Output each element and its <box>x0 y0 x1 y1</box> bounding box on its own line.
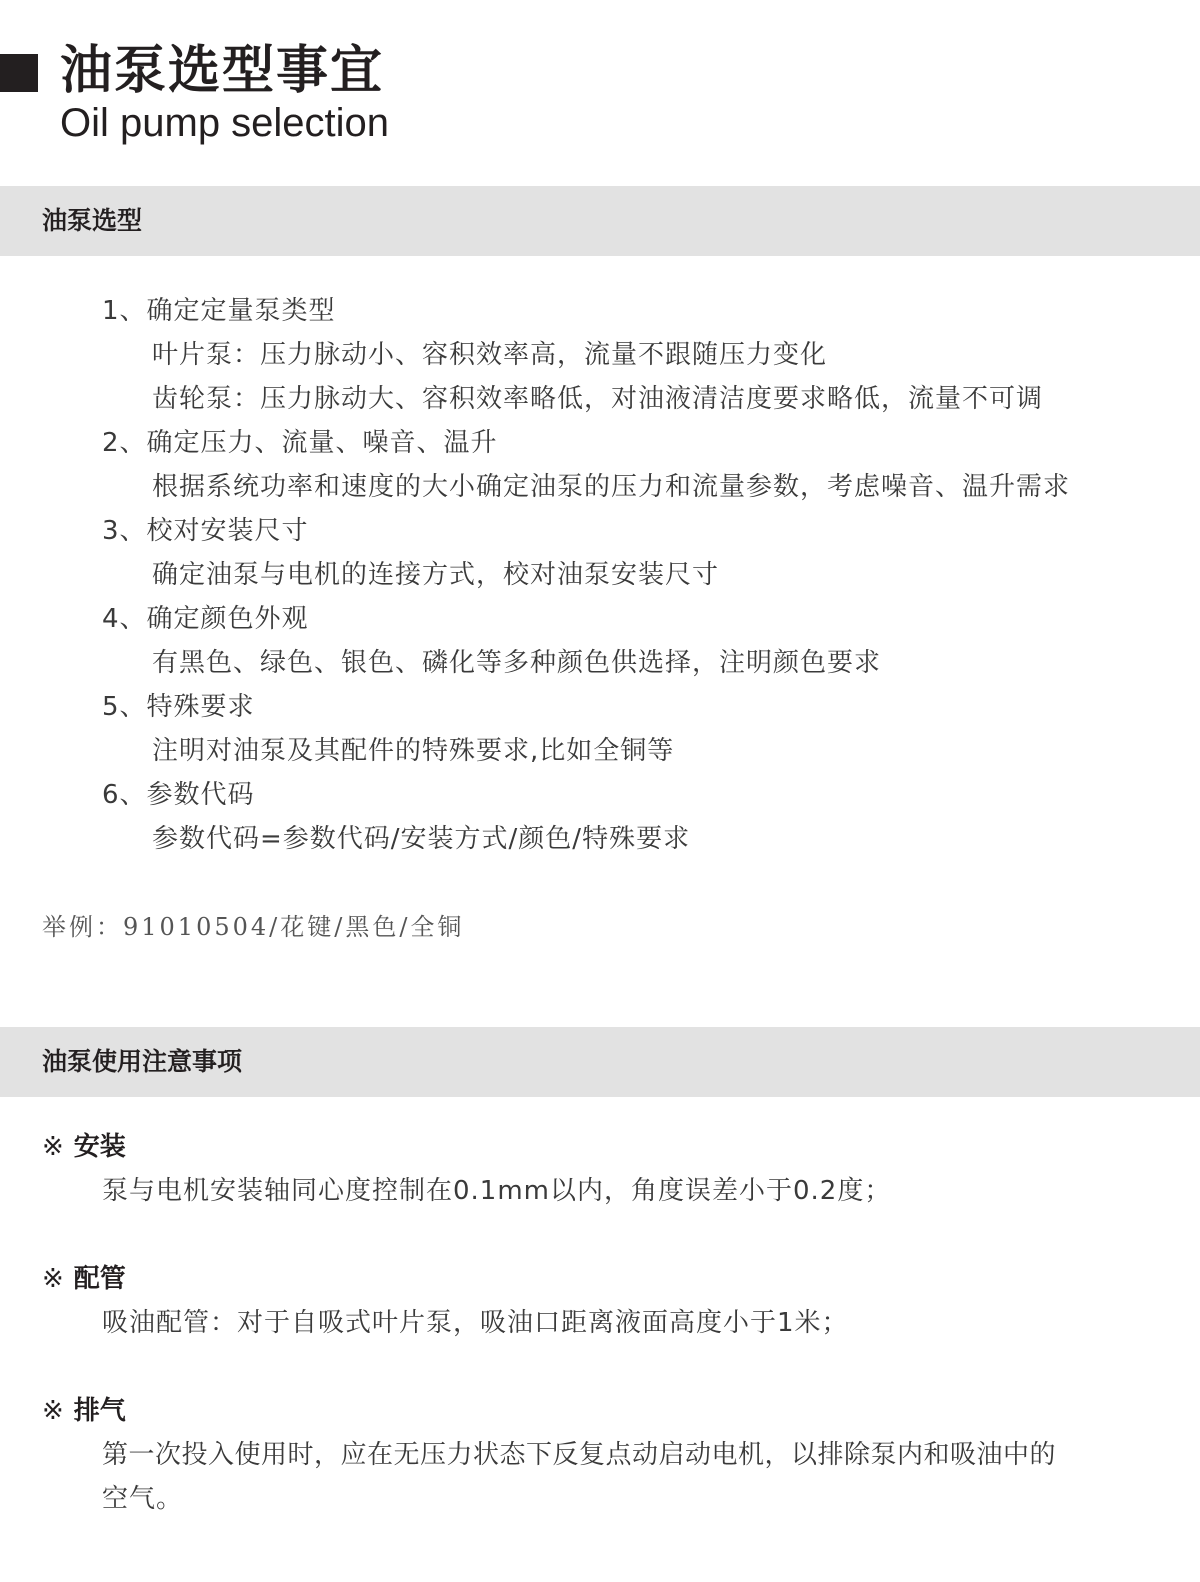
item-detail: 有黑色、绿色、银色、磷化等多种颜色供选择，注明颜色要求 <box>152 648 882 678</box>
item-detail: 叶片泵：压力脉动小、容积效率高，流量不跟随压力变化 <box>152 340 828 370</box>
reference-mark-icon: ※ <box>42 1396 64 1426</box>
note-heading-install <box>42 1130 126 1164</box>
page-title: 油泵选型事宜 <box>60 41 385 101</box>
note-text: 吸油配管：对于自吸式叶片泵，吸油口距离液面高度小于1米； <box>102 1308 849 1338</box>
example-text: 举例：91010504/花键/黑色/全铜 <box>42 913 465 941</box>
item-detail: 参数代码=参数代码/安装方式/颜色/特殊要求 <box>152 824 691 854</box>
item-heading: 6、参数代码 <box>102 780 255 810</box>
reference-mark-icon: ※ <box>42 1264 64 1294</box>
note-heading-exhaust <box>42 1394 126 1428</box>
item-heading: 3、校对安装尺寸 <box>102 516 309 546</box>
section-title-notes: 油泵使用注意事项 <box>42 1047 243 1076</box>
item-detail: 确定油泵与电机的连接方式，校对油泵安装尺寸 <box>152 560 720 590</box>
section-title-selection: 油泵选型 <box>42 206 143 235</box>
item-detail: 注明对油泵及其配件的特殊要求,比如全铜等 <box>152 736 675 766</box>
section-band-selection <box>0 186 1200 256</box>
note-heading-label: 排气 <box>73 1396 126 1426</box>
item-heading: 5、特殊要求 <box>102 692 255 722</box>
note-text: 空气。 <box>102 1484 184 1514</box>
note-text: 泵与电机安装轴同心度控制在0.1mm以内，角度误差小于0.2度； <box>102 1176 892 1206</box>
item-detail: 齿轮泵：压力脉动大、容积效率略低，对油液清洁度要求略低，流量不可调 <box>152 384 1044 414</box>
note-heading-label: 配管 <box>73 1264 126 1294</box>
item-heading: 1、确定定量泵类型 <box>102 296 336 326</box>
reference-mark-icon: ※ <box>42 1132 64 1162</box>
item-detail: 根据系统功率和速度的大小确定油泵的压力和流量参数，考虑噪音、温升需求 <box>152 472 1071 502</box>
item-heading: 2、确定压力、流量、噪音、温升 <box>102 428 498 458</box>
item-heading: 4、确定颜色外观 <box>102 604 309 634</box>
note-text: 第一次投入使用时，应在无压力状态下反复点动启动电机，以排除泵内和吸油中的 <box>102 1440 1057 1470</box>
note-heading-piping <box>42 1262 126 1296</box>
note-heading-label: 安装 <box>73 1132 126 1162</box>
title-square-icon <box>0 54 38 92</box>
section-band-notes <box>0 1027 1200 1097</box>
page-subtitle: Oil pump selection <box>60 101 390 145</box>
